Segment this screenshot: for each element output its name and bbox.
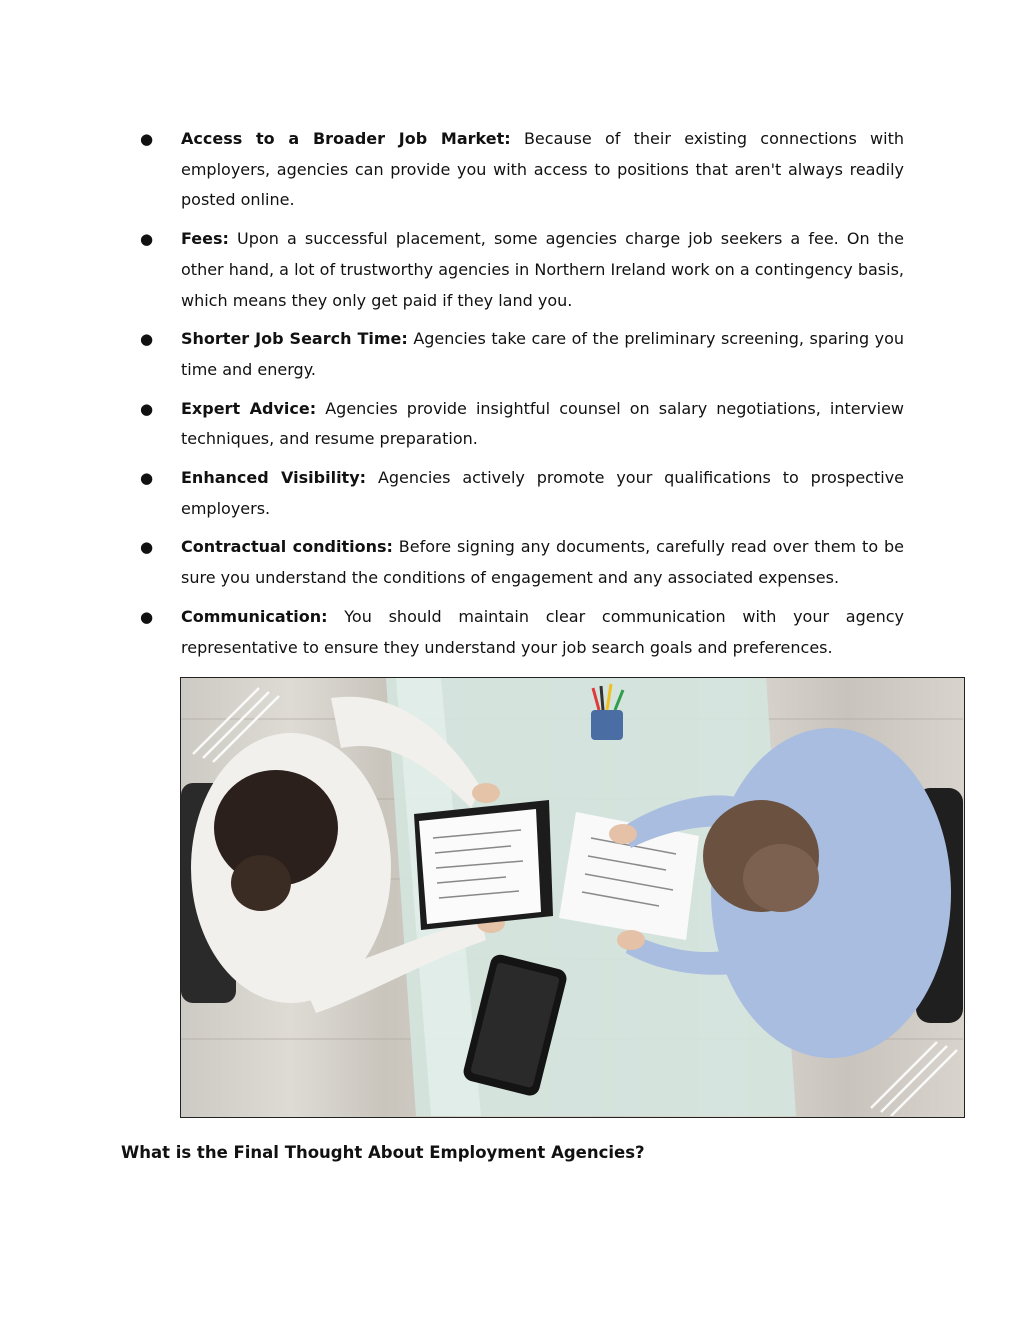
list-item-term: Contractual conditions:: [181, 537, 393, 557]
list-item-term: Shorter Job Search Time:: [181, 329, 408, 349]
corner-decoration-bottom-right: [871, 1042, 957, 1116]
list-item: [140, 324, 904, 385]
list-item-text: Upon a successful placement, some agencies charge job seekers a fee. On the other hand, a lot of trustworthy agencies in Northern Ireland work on a contingency basis, which means they only get paid if they land you.: [181, 229, 904, 310]
bullet-icon: ●: [140, 399, 154, 418]
list-item-term: Expert Advice:: [181, 398, 317, 418]
list-item-text: Agencies provide insightful counsel on salary negotiations, interview techniques, and resume preparation.: [181, 398, 904, 449]
list-item-text: Agencies actively promote your qualifications to prospective employers.: [181, 468, 905, 518]
list-item: [140, 532, 904, 593]
bullet-icon: ●: [140, 230, 154, 249]
list-item-term: Enhanced Visibility:: [181, 468, 367, 488]
list-item-text: Before signing any documents, carefully read over them to be sure you understand the conditions of engagement and any associated expenses.: [181, 537, 904, 588]
section-heading: What is the Final Thought About Employment Agencies?: [121, 1143, 645, 1162]
list-item: [140, 224, 904, 316]
list-item: [140, 124, 904, 216]
list-item-term: Access to a Broader Job Market:: [181, 129, 511, 148]
bullet-icon: ●: [140, 330, 154, 349]
list-item-text: Because of their existing connections with employers, agencies can provide you with access to positions that aren't always readily posted online.: [181, 129, 905, 210]
list-item-text: Agencies take care of the preliminary screening, sparing you time and energy.: [181, 329, 904, 379]
bullet-icon: ●: [140, 130, 154, 148]
list-item-term: Communication:: [181, 606, 328, 626]
benefits-list: [140, 124, 904, 671]
list-item-term: Fees:: [181, 229, 229, 249]
list-item: [140, 463, 904, 524]
list-item: [140, 394, 904, 455]
bullet-icon: ●: [140, 469, 154, 488]
meeting-photo: [180, 677, 965, 1118]
list-item-text: You should maintain clear communication with your agency representative to ensure they understand your job search goals and preferences.: [181, 606, 904, 657]
bullet-icon: ●: [140, 607, 154, 626]
bullet-icon: ●: [140, 538, 154, 557]
list-item: [140, 602, 904, 663]
